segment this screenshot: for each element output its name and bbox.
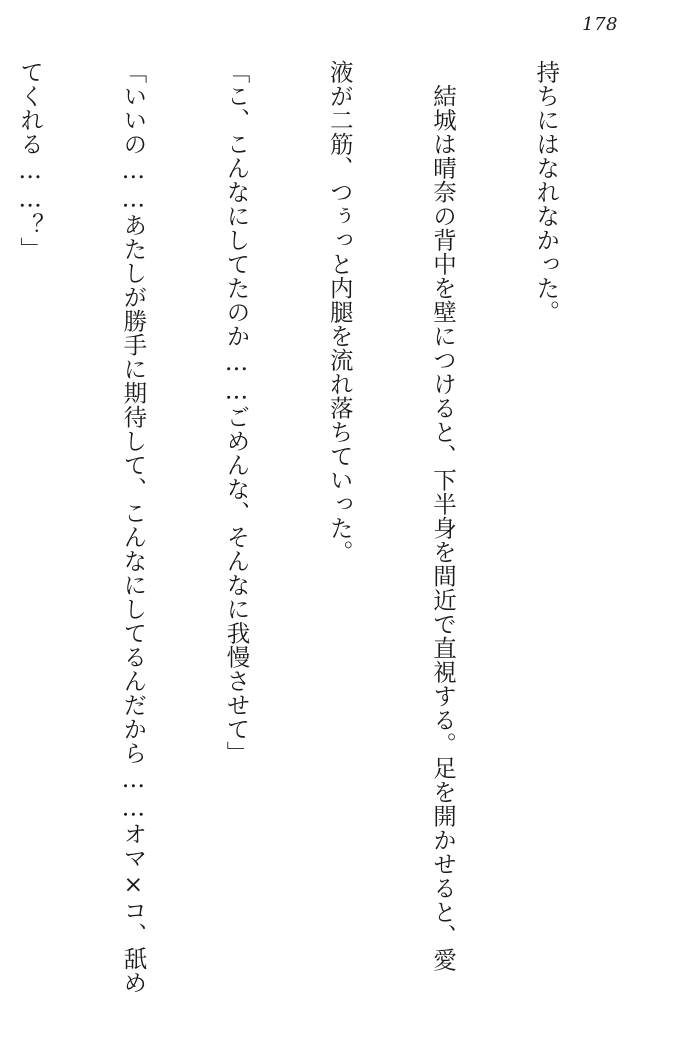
text-line: 「こ、こんなにしてたのか……ごめんな、そんなに我慢させて」 — [222, 60, 251, 765]
text-line: 液が二筋、つぅっと内腿を流れ落ちていった。 — [325, 60, 354, 564]
text-line: 持ちにはなれなかった。 — [532, 60, 561, 324]
text-line: てくれる……？」 — [16, 60, 45, 261]
text-line: 結城は晴奈の背中を壁につけると、下半身を間近で直視する。足を開かせると、愛 — [428, 60, 457, 972]
text-line: 「いいの……あたしが勝手に期待して、こんなにしてるんだから……オマ×コ、舐め — [119, 60, 148, 995]
page-number: 178 — [582, 14, 618, 35]
novel-text-body — [16, 60, 632, 1020]
